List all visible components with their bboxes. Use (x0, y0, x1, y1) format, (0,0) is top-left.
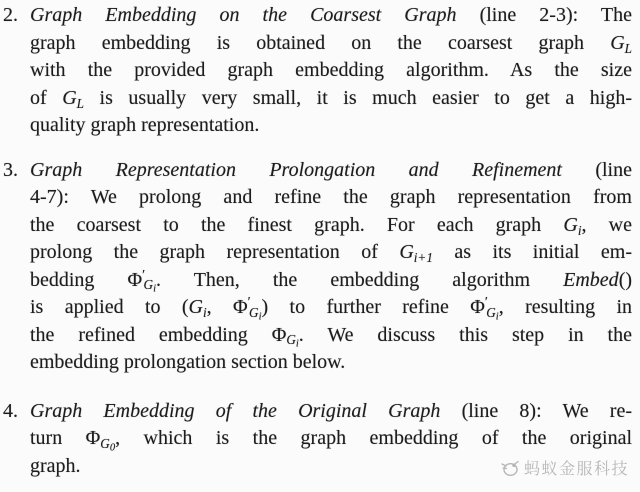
text-segment: Embed (563, 268, 619, 291)
subscript: i+1 (413, 249, 433, 265)
sub-subscript: i (153, 284, 156, 296)
text-segment: prolong the graph representation of (30, 241, 400, 263)
sub-subscript: i (295, 339, 299, 351)
text-line (30, 2, 632, 30)
prime-mark: ′ (247, 295, 251, 310)
numbered-list (2, 2, 632, 480)
text-segment: (line (561, 158, 632, 181)
text-segment: $G_i$ (188, 296, 207, 320)
text-line (30, 322, 632, 350)
prime-mark: ′ (142, 267, 146, 283)
text-segment: is usually very small, it is much easier to get a high- (84, 86, 632, 109)
text-line (30, 85, 632, 113)
subscript: Gi (486, 304, 499, 323)
text-segment: , (206, 296, 234, 318)
text-segment: . Then, the embedding algorithm (156, 268, 564, 291)
list-item (2, 2, 632, 140)
subscript: L (624, 40, 632, 56)
text-line (30, 294, 632, 322)
text-line (30, 157, 632, 185)
text-segment: as its initial em- (432, 241, 632, 263)
prime-mark: ′ (484, 295, 488, 310)
text-line (30, 267, 632, 295)
watermark-text: 蚂蚁金服科技 (523, 459, 629, 478)
text-segment: of (30, 86, 63, 109)
text-line (30, 57, 632, 85)
text-line (30, 184, 632, 212)
text-segment: the coarsest to the finest graph. For each graph (30, 213, 564, 236)
text-line (30, 30, 632, 58)
text-line (30, 212, 632, 240)
text-segment: . We discuss this step in the (298, 323, 632, 346)
text-line (30, 349, 632, 377)
text-segment: $\Phi'_{G_i}$ (470, 295, 499, 323)
text-segment: graph embedding is obtained on the coarsest graph (30, 31, 611, 54)
text-segment: Graph Embedding of the Original Graph (30, 399, 441, 422)
text-segment: embedding prolongation section below. (30, 351, 346, 373)
text-segment: () (618, 268, 633, 291)
text-segment: (line 2-3): The (456, 4, 632, 26)
text-segment: $G_L$ (610, 31, 632, 56)
list-item-number: 3. (3, 158, 18, 181)
sub-subscript: 0 (109, 442, 116, 454)
text-segment: , resulting in (498, 296, 633, 318)
text-segment: ) to further refine (261, 296, 471, 318)
text-segment: 4-7): We prolong and refine the graph representation from (30, 186, 632, 208)
text-segment: $G_L$ (62, 86, 84, 111)
text-segment: is applied to ( (30, 296, 189, 318)
text-line (30, 398, 632, 426)
list-item-number: 2. (3, 4, 18, 26)
text-line (30, 239, 632, 267)
subscript: i (202, 304, 207, 320)
text-segment: quality graph representation. (30, 114, 260, 136)
text-line (30, 112, 632, 140)
ant-logo-icon (500, 459, 520, 477)
text-segment: $\Phi'_{G_i}$ (233, 295, 262, 323)
text-segment: $\Phi_{G_0}$ (85, 427, 116, 454)
text-segment: Graph Representation Prolongation and Refinement (30, 158, 562, 181)
text-segment: $G_i$ (563, 213, 582, 238)
subscript: Gi (143, 277, 156, 296)
sub-subscript: i (495, 311, 499, 323)
text-segment: (line 8): We re- (440, 399, 633, 422)
text-segment: graph. (30, 454, 81, 477)
watermark (500, 456, 629, 479)
text-segment: bedding (30, 268, 128, 291)
subscript: G0 (100, 435, 116, 454)
subscript: Gi (249, 304, 262, 323)
text-segment: , which is the graph embedding of the original (115, 427, 633, 449)
list-item-text (30, 2, 632, 140)
subscript: i (577, 222, 582, 238)
text-segment: $G_{i+1}$ (399, 241, 433, 265)
list-item-number: 4. (3, 399, 18, 422)
subscript: L (76, 95, 84, 111)
text-segment: with the provided graph embedding algorithm. As the size (30, 59, 632, 81)
list-item-text (30, 157, 632, 377)
text-segment: $\Phi_{G_i}$ (271, 323, 299, 351)
text-segment: the refined embedding (30, 323, 272, 346)
subscript: Gi (286, 332, 299, 351)
text-segment: $\Phi'_{G_i}$ (127, 267, 156, 296)
text-segment: , we (581, 213, 632, 236)
sub-subscript: i (258, 311, 262, 323)
text-line (30, 425, 632, 453)
text-segment: Graph Embedding on the Coarsest Graph (30, 4, 457, 26)
text-segment: turn (30, 427, 86, 449)
list-item (2, 157, 632, 377)
